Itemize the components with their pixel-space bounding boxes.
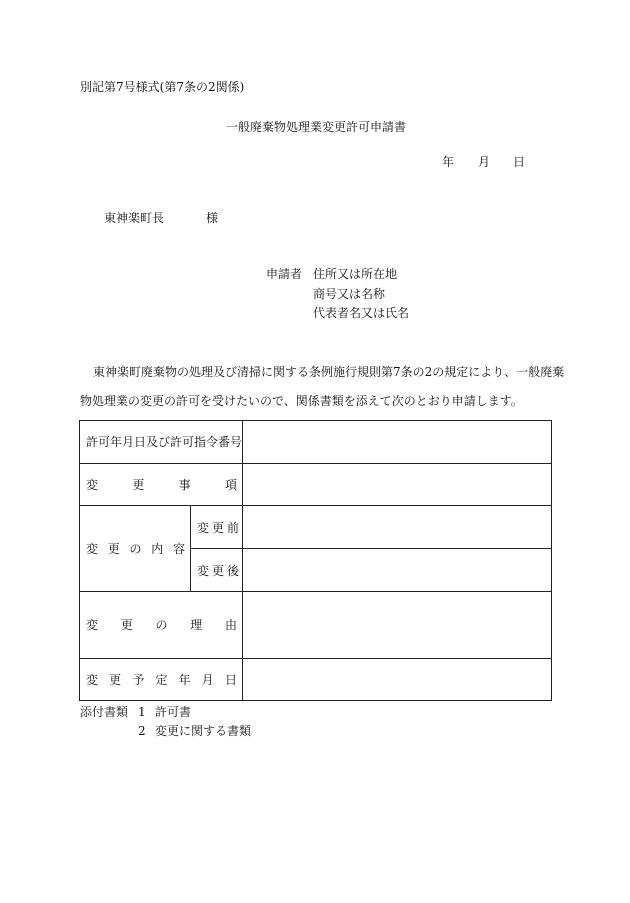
change-item-field[interactable]	[243, 464, 551, 505]
change-before-label: 変更前	[197, 521, 243, 535]
form-reference: 別記第7号様式(第7条の2関係)	[80, 80, 245, 94]
body-text-line-2: 物処理業の変更の許可を受けたいので、関係書類を添えて次のとおり申請します。	[80, 394, 523, 408]
addressee-honorific: 様	[206, 211, 219, 225]
applicant-label: 申請者	[266, 267, 303, 281]
change-reason-field[interactable]	[243, 592, 551, 658]
permit-date-number-field[interactable]	[243, 421, 551, 463]
applicant-company-label: 商号又は名称	[313, 287, 386, 301]
row-change-reason-label: 変 更 の 理 由	[86, 618, 237, 632]
table-rule	[190, 505, 191, 591]
attachment-item: 変更に関する書類	[155, 724, 252, 738]
body-text-line-1: 東神楽町廃棄物の処理及び清掃に関する条例施行規則第7条の2の規定により、一般廃棄	[93, 365, 565, 379]
applicant-address-label: 住所又は所在地	[313, 267, 398, 281]
addressee-name: 東神楽町長	[104, 211, 165, 225]
attachment-number: 2	[138, 724, 146, 738]
attachment-number: 1	[138, 705, 146, 719]
date-year-label: 年	[442, 155, 455, 169]
scheduled-date-field[interactable]	[243, 659, 551, 700]
change-after-label: 変更後	[197, 564, 243, 578]
row-scheduled-date-label: 変 更 予 定 年 月 日	[86, 673, 237, 687]
change-before-field[interactable]	[243, 506, 551, 548]
applicant-representative-label: 代表者名又は氏名	[313, 306, 410, 320]
application-table	[79, 420, 552, 701]
row-change-item-label: 変 更 事 項	[86, 478, 237, 492]
row-permit-date-number-label: 許可年月日及び許可指令番号	[86, 435, 243, 449]
row-change-content-label: 変 更 の 内 容	[86, 542, 185, 556]
change-after-field[interactable]	[243, 549, 551, 591]
date-month-label: 月	[478, 155, 491, 169]
attachments-label: 添付書類	[80, 705, 129, 719]
document-title: 一般廃棄物処理業変更許可申請書	[226, 120, 407, 134]
attachment-item: 許可書	[155, 705, 192, 719]
date-day-label: 日	[513, 155, 526, 169]
